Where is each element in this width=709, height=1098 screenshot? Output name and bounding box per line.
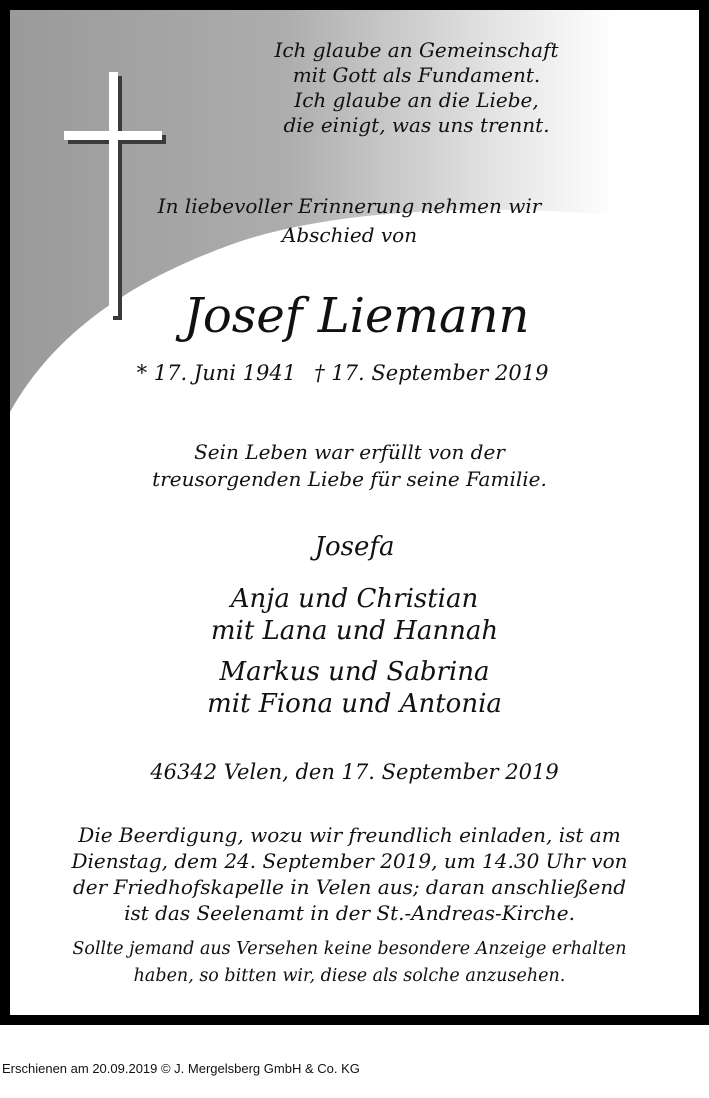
poem-line: die einigt, was uns trennt.	[283, 113, 550, 137]
publication-footer: Erschienen am 20.09.2019 © J. Mergelsberg GmbH & Co. KG	[2, 1061, 360, 1076]
notice-line: Sollte jemand aus Versehen keine besondere Anzeige erhalten	[72, 939, 627, 959]
memory-line: Abschied von	[281, 223, 418, 247]
funeral-text	[5, 822, 694, 926]
memory-text	[5, 192, 694, 250]
life-line: treusorgenden Liebe für seine Familie.	[152, 467, 547, 491]
funeral-line: Die Beerdigung, wozu wir freundlich einladen, ist am	[78, 823, 621, 847]
memory-line: In liebevoller Erinnerung nehmen wir	[157, 194, 542, 218]
notice-text	[5, 936, 694, 990]
deceased-name: Josef Liemann	[183, 288, 530, 344]
funeral-line: Dienstag, dem 24. September 2019, um 14.30 Uhr von	[71, 849, 628, 873]
death-date: † 17. September 2019	[314, 361, 549, 385]
notice-line: haben, so bitten wir, diese als solche anzusehen.	[133, 966, 566, 986]
funeral-line: der Friedhofskapelle in Velen aus; daran anschließend	[72, 875, 627, 899]
funeral-line: ist das Seelenamt in der St.-Andreas-Kirche.	[124, 901, 575, 925]
life-dates	[0, 359, 687, 387]
family-member: Josefa	[314, 532, 395, 562]
place-date: 46342 Velen, den 17. September 2019	[150, 760, 559, 784]
family-member: mit Fiona und Antonia	[207, 689, 502, 719]
poem-line: mit Gott als Fundament.	[292, 63, 541, 87]
poem-line: Ich glaube an die Liebe,	[294, 88, 539, 112]
family-member: mit Lana und Hannah	[210, 616, 499, 646]
family-member: Markus und Sabrina	[219, 657, 490, 687]
family-member: Anja und Christian	[230, 584, 479, 614]
poem	[72, 38, 709, 138]
poem-line: Ich glaube an Gemeinschaft	[274, 38, 559, 62]
life-line: Sein Leben war erfüllt von der	[194, 440, 505, 464]
life-text	[5, 439, 694, 493]
birth-date: * 17. Juni 1941	[136, 361, 297, 385]
